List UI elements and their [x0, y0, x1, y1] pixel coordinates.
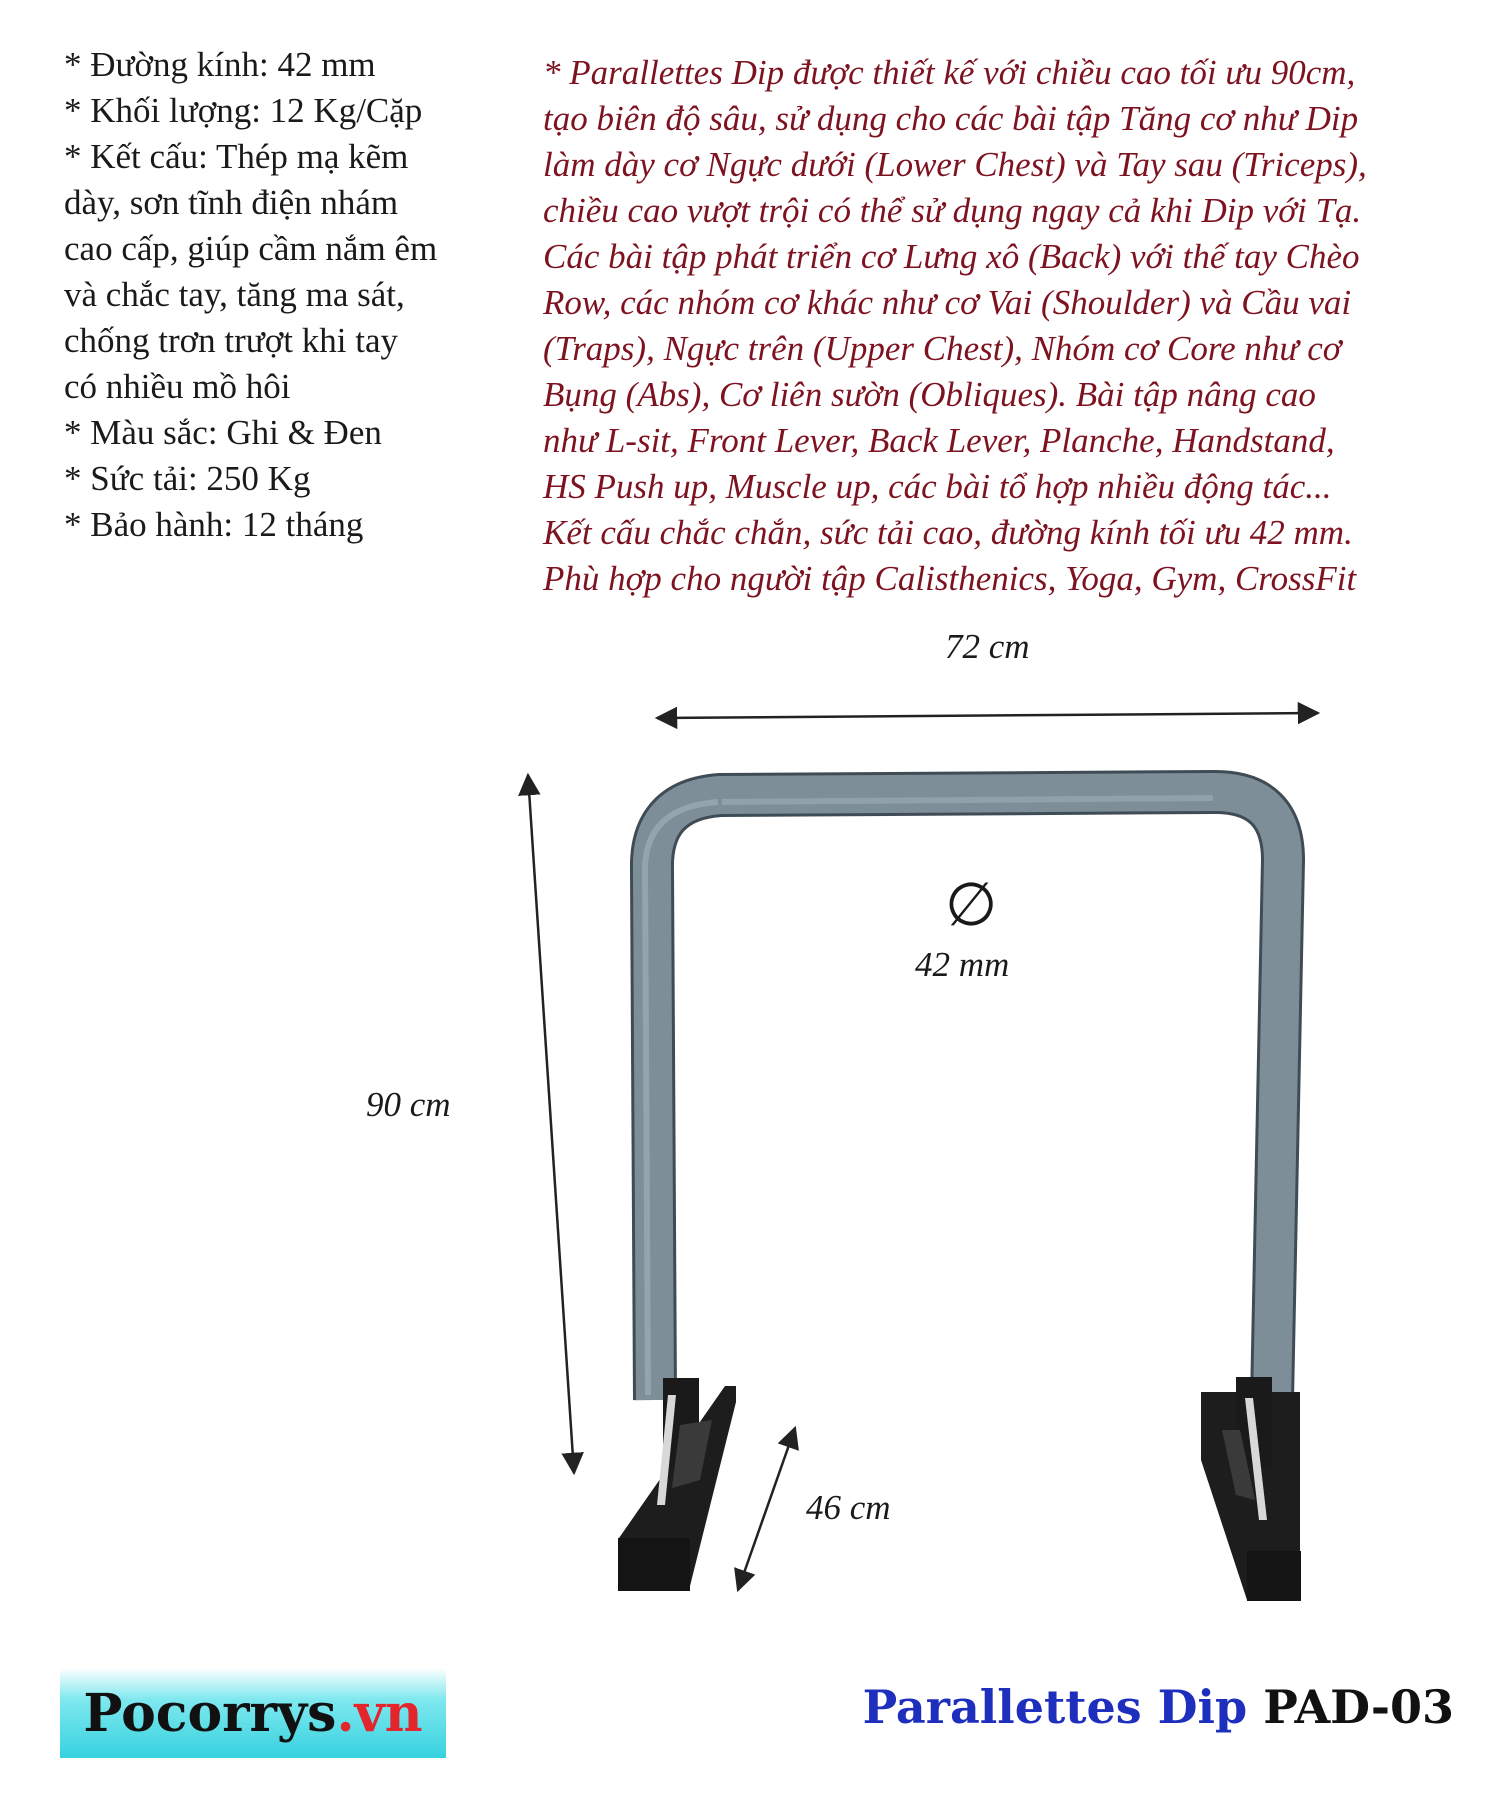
spec-line: * Màu sắc: Ghi & Đen — [64, 413, 382, 452]
description-line: HS Push up, Muscle up, các bài tổ hợp nhiều động tác... — [543, 467, 1332, 506]
description-line: chiều cao vượt trội có thể sử dụng ngay cả khi Dip với Tạ. — [543, 191, 1362, 230]
description-line: Kết cấu chắc chắn, sức tải cao, đường kính tối ưu 42 mm. — [543, 513, 1353, 552]
description-line: Row, các nhóm cơ khác như cơ Vai (Shoulder) và Cầu vai — [543, 283, 1352, 322]
spec-line: * Kết cấu: Thép mạ kẽm — [64, 137, 409, 176]
description-line: * Parallettes Dip được thiết kế với chiều cao tối ưu 90cm, — [543, 53, 1356, 92]
width-dimension-label: 72 cm — [945, 627, 1030, 666]
brand-tld: .vn — [336, 1682, 423, 1744]
spec-line: * Sức tải: 250 Kg — [64, 459, 311, 498]
brand-logo — [60, 1668, 446, 1758]
spec-line: dày, sơn tĩnh điện nhám — [64, 183, 399, 222]
description-line: (Traps), Ngực trên (Upper Chest), Nhóm cơ Core như cơ — [543, 329, 1342, 368]
dip-bar-highlight — [722, 798, 1213, 802]
description-line: Phù hợp cho người tập Calisthenics, Yoga, Gym, CrossFit — [543, 559, 1357, 598]
brand-name: Pocorrys — [83, 1682, 337, 1744]
diameter-label: 42 mm — [915, 945, 1010, 984]
product-title — [863, 1680, 1454, 1734]
description-line: Bụng (Abs), Cơ liên sườn (Obliques). Bài tập nâng cao — [543, 375, 1316, 414]
spec-line: * Bảo hành: 12 tháng — [64, 505, 364, 544]
left-base-end — [618, 1538, 690, 1591]
height-dimension-arrow — [528, 775, 574, 1473]
width-dimension-arrow — [657, 713, 1318, 718]
description-line: làm dày cơ Ngực dưới (Lower Chest) và Tay sau (Triceps), — [543, 145, 1367, 184]
depth-dimension-arrow — [738, 1428, 795, 1590]
depth-dimension-label: 46 cm — [806, 1488, 891, 1527]
product-model: PAD-03 — [1263, 1680, 1454, 1734]
description-line: Các bài tập phát triển cơ Lưng xô (Back) với thế tay Chèo — [543, 237, 1360, 276]
spec-line: và chắc tay, tăng ma sát, — [64, 275, 405, 314]
spec-line: chống trơn trượt khi tay — [64, 321, 398, 360]
spec-line: có nhiều mồ hôi — [64, 367, 291, 406]
spec-line: * Đường kính: 42 mm — [64, 45, 376, 84]
spec-line: * Khối lượng: 12 Kg/Cặp — [64, 91, 423, 130]
height-dimension-label: 90 cm — [366, 1085, 451, 1124]
diameter-icon: ∅ — [945, 872, 998, 938]
right-base-end — [1247, 1551, 1301, 1601]
spec-line: cao cấp, giúp cầm nắm êm — [64, 229, 438, 268]
description-line: như L-sit, Front Lever, Back Lever, Planche, Handstand, — [543, 421, 1335, 460]
description-line: tạo biên độ sâu, sử dụng cho các bài tập Tăng cơ như Dip — [543, 99, 1359, 138]
product-name: Parallettes Dip — [862, 1680, 1248, 1734]
